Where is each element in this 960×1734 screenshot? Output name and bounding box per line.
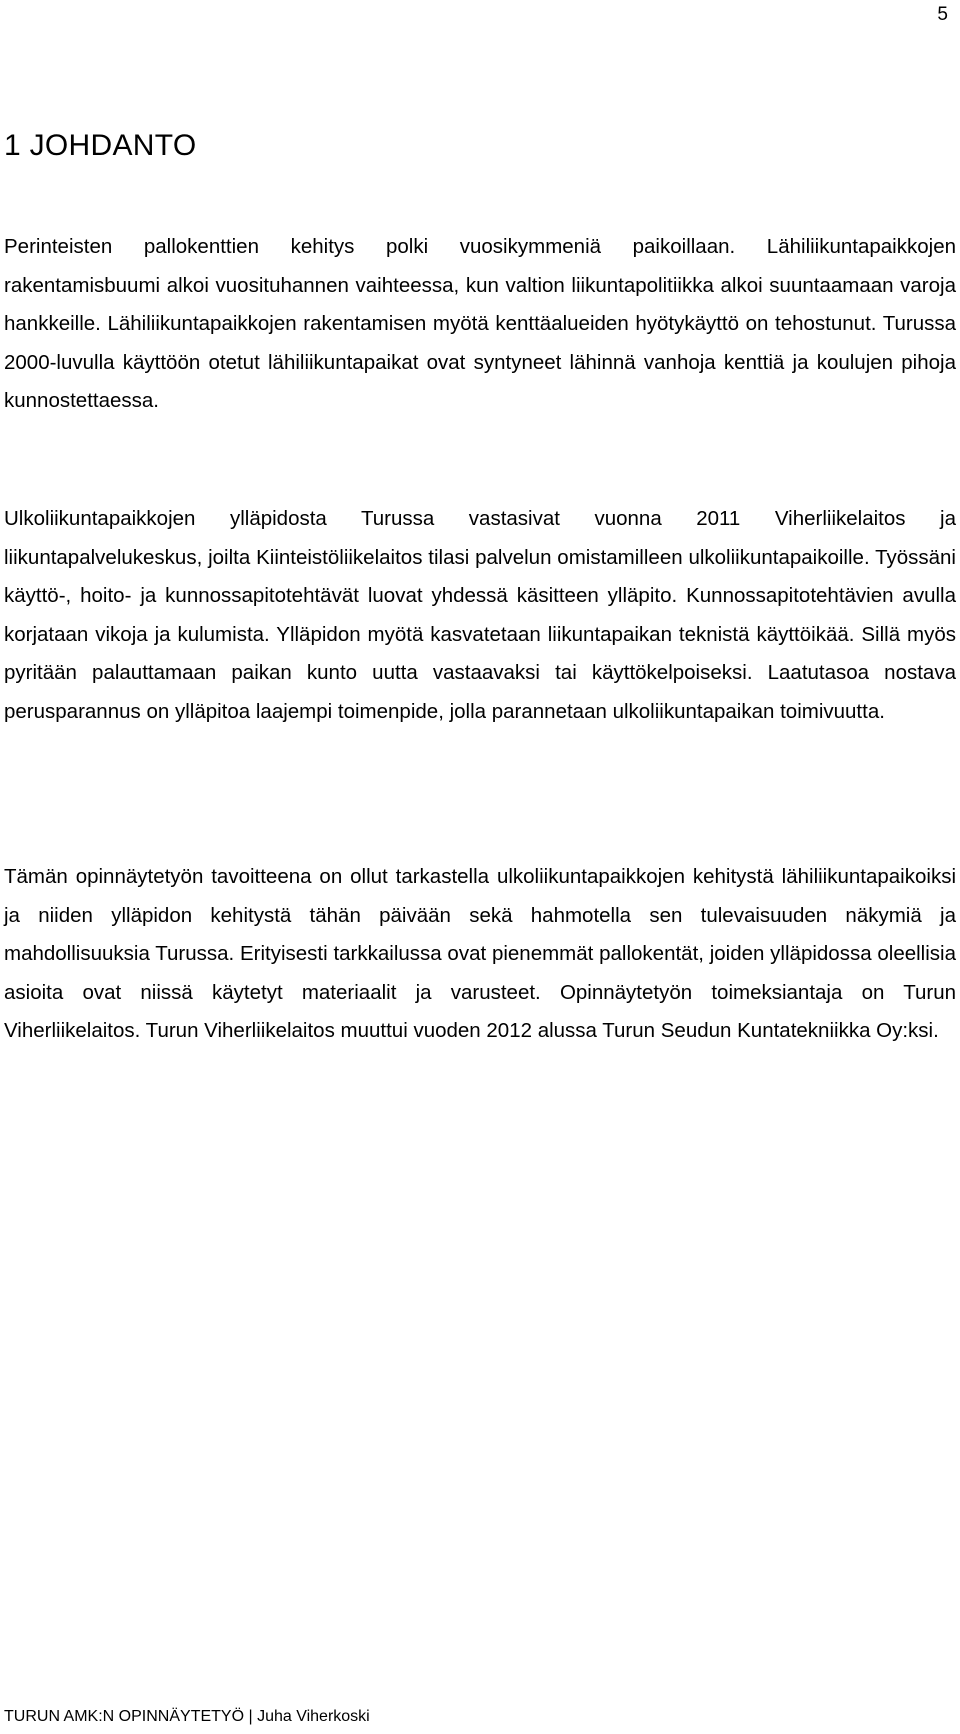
page-footer: TURUN AMK:N OPINNÄYTETYÖ | Juha Viherkoski bbox=[4, 1708, 370, 1725]
paragraph-maintenance: Ulkoliikuntapaikkojen ylläpidosta Turussa vastasivat vuonna 2011 Viherliikelaitos ja liikuntapalvelukeskus, joilta Kiinteistöliikelaitos tilasi palvelun omistamilleen ulkoliikuntapaikoille. Työssäni käyttö-, hoito- ja kunnossapitotehtävät luovat yhdessä käsitteen ylläpito. Kunnossapitotehtävien avulla korjataan vikoja ja kulumista. Ylläpidon myötä kasvatetaan liikuntapaikan teknistä käyttöikää. Sillä myös pyritään palauttamaan paikan kunto uutta vastaavaksi tai käyttökelpoiseksi. Laatutasoa nostava perusparannus on ylläpitoa laajempi toimenpide, jolla parannetaan ulkoliikuntapaikan toimivuutta. bbox=[4, 507, 956, 723]
paragraph-intro: Perinteisten pallokenttien kehitys polki vuosikymmeniä paikoillaan. Lähiliikuntapaikkojen rakentamisbuumi alkoi vuosituhannen vaihteessa, kun valtion liikuntapolitiikka alkoi suuntaamaan varoja hankkeille. Lähiliikuntapaikkojen rakentamisen myötä kenttäalueiden hyötykäyttö on tehostunut. Turussa 2000-luvulla käyttöön otetut lähiliikuntapaikat ovat syntyneet lähinnä vanhoja kenttiä ja koulujen pihoja kunnostettaessa. bbox=[4, 235, 956, 412]
page-number: 5 bbox=[937, 4, 948, 25]
chapter-title: 1 JOHDANTO bbox=[4, 129, 197, 162]
paragraph-objective: Tämän opinnäytetyön tavoitteena on ollut tarkastella ulkoliikuntapaikkojen kehitystä lähiliikuntapaikoiksi ja niiden ylläpidon kehitystä tähän päivään sekä hahmotella sen tulevaisuuden näkymiä ja mahdollisuuksia Turussa. Erityisesti tarkkailussa ovat pienemmät pallokentät, joiden ylläpidossa oleellisia asioita ovat niissä käytetyt materiaalit ja varusteet. Opinnäytetyön toimeksiantaja on Turun Viherliikelaitos. Turun Viherliikelaitos muuttui vuoden 2012 alussa Turun Seudun Kuntatekniikka Oy:ksi. bbox=[4, 865, 956, 1042]
